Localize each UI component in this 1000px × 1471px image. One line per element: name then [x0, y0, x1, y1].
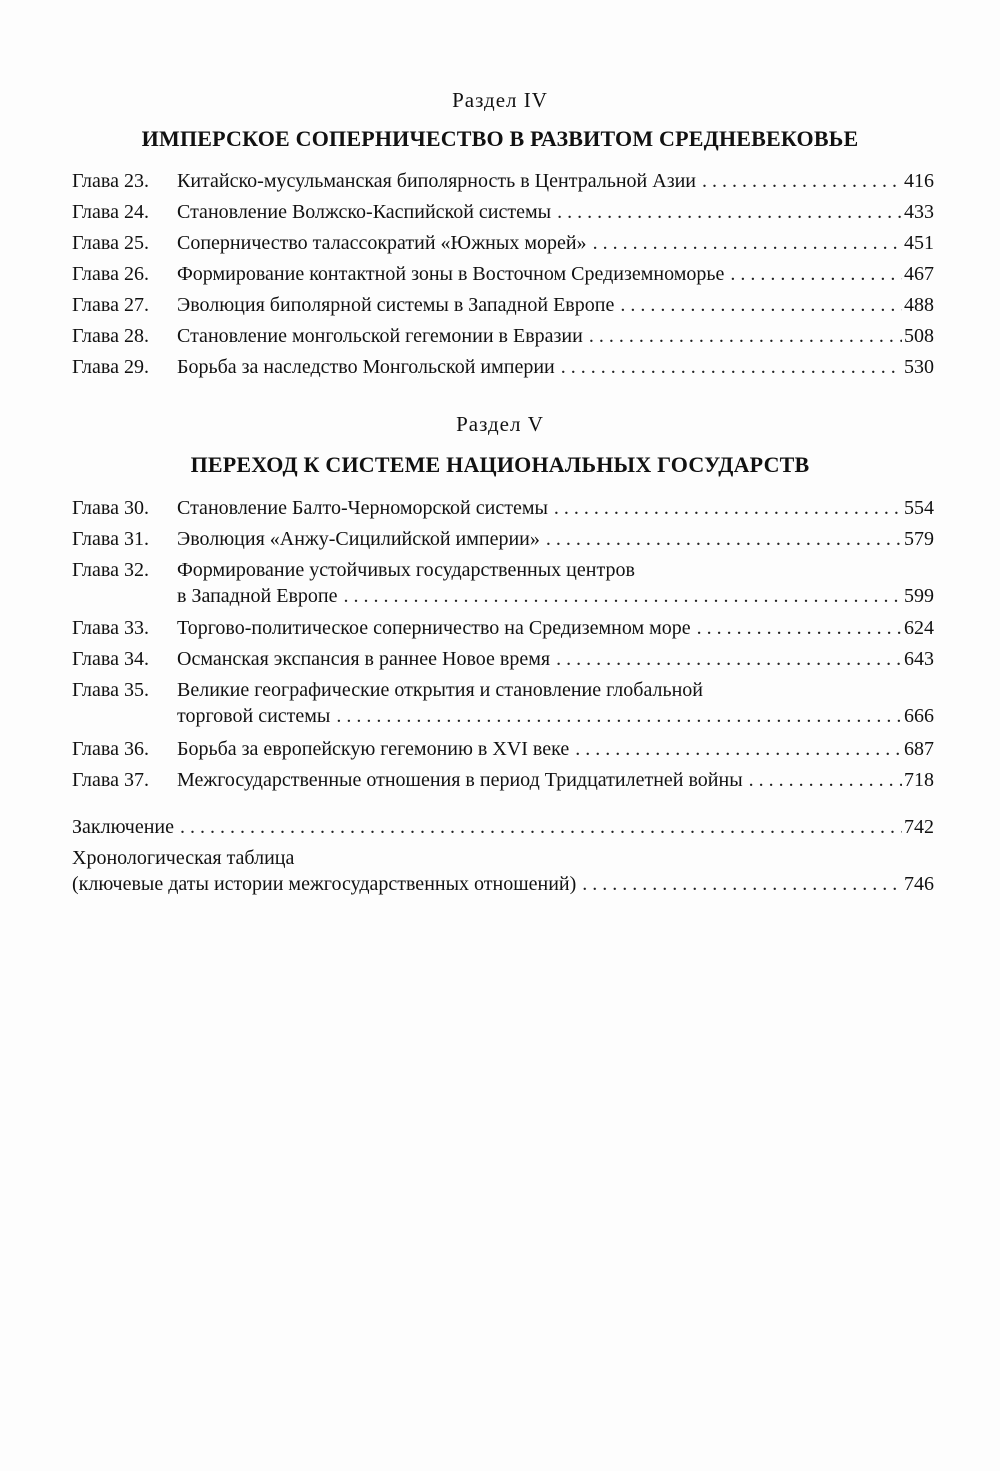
chapter-title: Торгово-политическое соперничество на Средиземном море: [177, 617, 691, 639]
toc-entry-chapter-30[interactable]: [72, 495, 934, 521]
toc-entry-chapter-27[interactable]: [72, 292, 934, 318]
dot-leader: [702, 168, 902, 194]
chapter-number: Глава 26.: [72, 263, 149, 285]
chapter-number: Глава 36.: [72, 738, 149, 760]
chapter-title-continued: в Западной Европе: [177, 585, 338, 607]
toc-entry-chapter-35[interactable]: [72, 677, 934, 729]
chapter-number: Глава 25.: [72, 232, 149, 254]
chapter-title: Формирование устойчивых государственных центров: [177, 559, 635, 581]
section-4-title: ИМПЕРСКОЕ СОПЕРНИЧЕСТВО В РАЗВИТОМ СРЕДНЕВЕКОВЬЕ: [141, 126, 859, 151]
toc-entry-chapter-26[interactable]: [72, 261, 934, 287]
toc-entry-chapter-31[interactable]: [72, 526, 934, 552]
chapter-title: Борьба за наследство Монгольской империи: [177, 356, 555, 378]
chronology-title: Хронологическая таблица: [72, 847, 295, 869]
toc-entry-chapter-28[interactable]: [72, 323, 934, 349]
chapter-title: Межгосударственные отношения в период Тридцатилетней войны: [177, 769, 743, 791]
toc-entry-chapter-29[interactable]: [72, 354, 934, 380]
dot-leader: [589, 323, 902, 349]
chapter-number: Глава 24.: [72, 201, 149, 223]
chapter-title: Формирование контактной зоны в Восточном Средиземноморье: [177, 263, 725, 285]
chapter-number: Глава 28.: [72, 325, 149, 347]
toc-entry-chapter-24[interactable]: [72, 199, 934, 225]
page-number: 624: [904, 617, 934, 639]
page-number: 433: [904, 201, 934, 223]
chapter-number: Глава 32.: [72, 559, 149, 581]
section-5-label: Раздел V: [456, 412, 544, 436]
dot-leader: [593, 230, 902, 256]
chapter-title: Эволюция биполярной системы в Западной Европе: [177, 294, 615, 316]
page-number: 554: [904, 497, 934, 519]
toc-entry-chapter-23[interactable]: [72, 168, 934, 194]
conclusion-title: Заключение: [72, 816, 174, 838]
page-number: 579: [904, 528, 934, 550]
chapter-number: Глава 27.: [72, 294, 149, 316]
chapter-number: Глава 23.: [72, 170, 149, 192]
toc-entry-chapter-36[interactable]: [72, 736, 934, 762]
dot-leader: [546, 526, 902, 552]
page-number: 666: [904, 705, 934, 727]
page-number: 746: [904, 873, 934, 895]
dot-leader: [620, 292, 902, 318]
dot-leader: [697, 615, 902, 641]
page-number: 508: [904, 325, 934, 347]
toc-entry-chapter-37[interactable]: [72, 767, 934, 793]
chapter-number: Глава 35.: [72, 679, 149, 701]
dot-leader: [730, 261, 902, 287]
page-number: 742: [904, 816, 934, 838]
chapter-title: Соперничество талассократий «Южных морей»: [177, 232, 587, 254]
dot-leader: [336, 703, 902, 729]
chapter-title: Великие географические открытия и становление глобальной: [177, 679, 704, 701]
toc-entry-chapter-32[interactable]: [72, 557, 934, 609]
chronology-subtitle: (ключевые даты истории межгосударственных отношений): [72, 873, 577, 895]
dot-leader: [556, 646, 902, 672]
chapter-title: Китайско-мусульманская биполярность в Центральной Азии: [177, 170, 697, 192]
page-number: 488: [904, 294, 934, 316]
chapter-title: Становление Балто-Черноморской системы: [177, 497, 548, 519]
chapter-title: Становление монгольской гегемонии в Евразии: [177, 325, 583, 347]
chapter-number: Глава 37.: [72, 769, 149, 791]
chapter-number: Глава 33.: [72, 617, 149, 639]
dot-leader: [749, 767, 902, 793]
chapter-number: Глава 30.: [72, 497, 149, 519]
toc-entry-chronology[interactable]: [72, 845, 934, 897]
page-number: 599: [904, 585, 934, 607]
chapter-title-continued: торговой системы: [177, 705, 331, 727]
dot-leader: [180, 814, 902, 840]
toc-entry-chapter-34[interactable]: [72, 646, 934, 672]
page-number: 416: [904, 170, 934, 192]
chapter-title: Становление Волжско-Каспийской системы: [177, 201, 552, 223]
toc-entry-conclusion[interactable]: [72, 814, 934, 840]
dot-leader: [582, 871, 902, 897]
chapter-number: Глава 29.: [72, 356, 149, 378]
dot-leader: [554, 495, 902, 521]
page-number: 718: [904, 769, 934, 791]
dot-leader: [343, 583, 902, 609]
page-number: 467: [904, 263, 934, 285]
chapter-title: Эволюция «Анжу-Сицилийской империи»: [177, 528, 540, 550]
dot-leader: [557, 199, 902, 225]
chapter-number: Глава 31.: [72, 528, 149, 550]
section-4-label: Раздел IV: [452, 88, 548, 112]
toc-entry-chapter-25[interactable]: [72, 230, 934, 256]
toc-entry-chapter-33[interactable]: [72, 615, 934, 641]
chapter-number: Глава 34.: [72, 648, 149, 670]
chapter-title: Османская экспансия в раннее Новое время: [177, 648, 551, 670]
page-number: 687: [904, 738, 934, 760]
chapter-title: Борьба за европейскую гегемонию в XVI веке: [177, 738, 570, 760]
page-number: 530: [904, 356, 934, 378]
page-number: 643: [904, 648, 934, 670]
dot-leader: [561, 354, 902, 380]
page-number: 451: [904, 232, 934, 254]
section-5-title: ПЕРЕХОД К СИСТЕМЕ НАЦИОНАЛЬНЫХ ГОСУДАРСТВ: [190, 452, 810, 477]
dot-leader: [575, 736, 902, 762]
